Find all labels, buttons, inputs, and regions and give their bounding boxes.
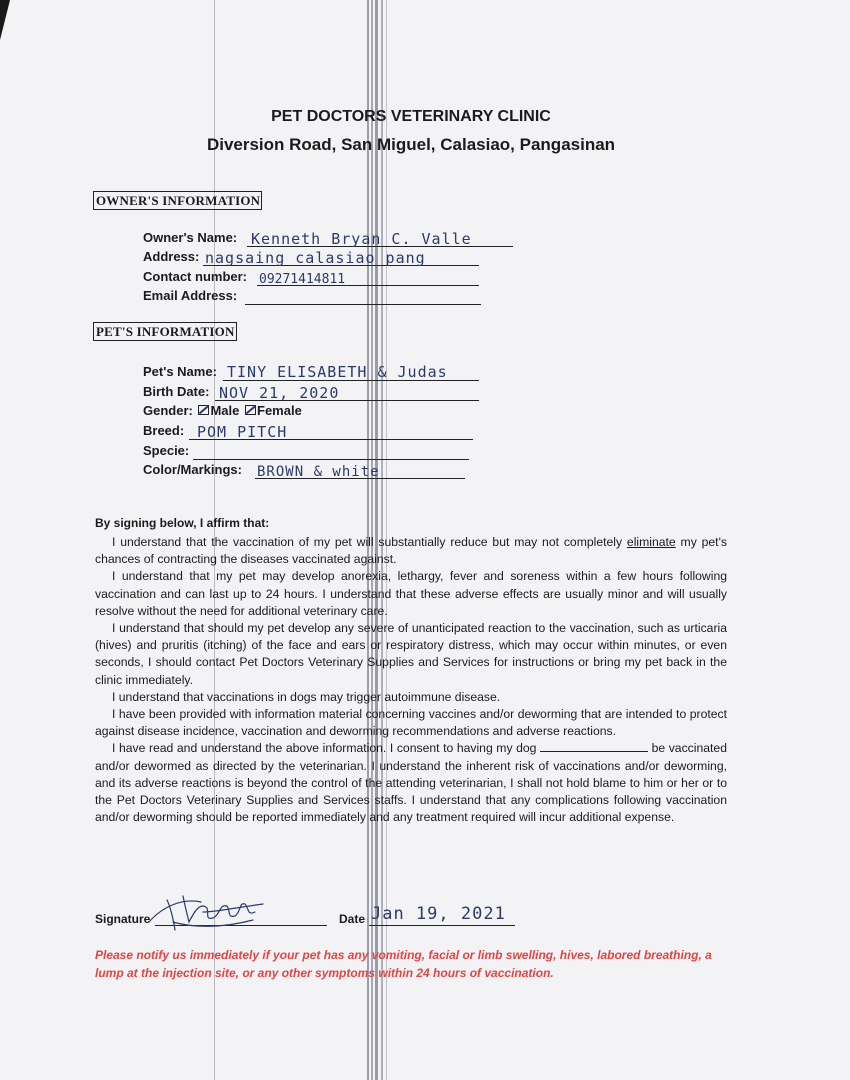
affirmation-paragraph: I understand that vaccinations in dogs may trigger autoimmune disease. [112, 689, 501, 704]
pet-birth-label: Birth Date: [143, 384, 210, 399]
pet-color-label: Color/Markings: [143, 462, 242, 477]
affirmation-paragraph: I have read and understand the above information. I consent to having my dog be vaccinated and/or dewormed as directed by the veterinarian. I understand the inherent risk of vaccinations and/or deworming, and its adverse reactions is beyond the control of the attending veterinarian, I shall not hold blame to him or her or to the Pet Doctors Veterinary Supplies and Services staffs. I understand that any complications following vaccination and/or deworming should be reported immediately and any treatment required will incur additional expense. [95, 741, 727, 825]
date-line [369, 925, 515, 926]
pet-breed-field[interactable]: POM PITCH [197, 423, 288, 441]
vaccination-notice: Please notify us immediately if your pet has any vomiting, facial or limb swelling, hives, labored breathing, a lump at the injection site, or any other symptoms within 24 hours of vaccination. [95, 948, 712, 980]
signature-row [95, 900, 535, 930]
owner-email-label: Email Address: [143, 288, 238, 303]
owner-name-row [143, 230, 523, 248]
female-checkbox[interactable] [245, 405, 256, 415]
affirmation-paragraph: I have been provided with information material concerning vaccines and/or deworming that are intended to protect against disease incidence, vaccination and deworming recommendations and adverse reactions. [95, 707, 727, 739]
male-label: Male [210, 403, 240, 418]
pet-name-row [143, 364, 503, 382]
owner-address-row [143, 249, 523, 267]
owner-contact-row [143, 269, 523, 287]
underlined-word: eliminate [626, 535, 676, 549]
pet-specie-line [193, 459, 469, 460]
pet-color-row [143, 462, 503, 480]
pet-specie-row [143, 443, 503, 461]
pet-gender-row [143, 403, 503, 421]
owner-contact-field[interactable]: 09271414811 [259, 272, 346, 287]
owner-address-field[interactable]: nagsaing calasiao pang [205, 249, 426, 267]
owner-email-row [143, 288, 523, 306]
pet-breed-label: Breed: [143, 423, 185, 438]
pet-birth-row [143, 384, 503, 402]
pet-color-field[interactable]: BROWN & white [257, 464, 380, 480]
pet-birth-field[interactable]: NOV 21, 2020 [219, 384, 340, 402]
scan-corner-shadow [0, 0, 10, 40]
affirmation-text [95, 534, 727, 826]
owner-name-label: Owner's Name: [143, 230, 238, 245]
owner-email-line [245, 304, 481, 305]
dog-name-blank[interactable] [540, 740, 648, 752]
pet-section-heading: PET'S INFORMATION [93, 322, 237, 341]
affirmation-paragraph: I understand that should my pet develop any severe of unanticipated reaction to the vaccination, such as urticaria (hives) and pruritis (itching) of the face and ears or respiratory distress, which may occur within minutes, or even seconds, I should contact Pet Doctors Veterinary Supplies and Services for instructions or bring my pet back in the clinic immediately. [95, 621, 727, 687]
pet-name-label: Pet's Name: [143, 364, 217, 379]
date-label: Date [339, 912, 366, 926]
affirmation-heading: By signing below, I affirm that: [95, 516, 270, 530]
female-label: Female [257, 403, 302, 418]
pet-name-field[interactable]: TINY ELISABETH & Judas [227, 363, 448, 381]
pet-breed-row [143, 423, 503, 441]
owner-section-heading: OWNER'S INFORMATION [93, 191, 262, 210]
signature-drawing[interactable] [143, 888, 273, 934]
male-checkbox[interactable] [198, 405, 209, 415]
owner-name-field[interactable]: Kenneth Bryan C. Valle [251, 230, 472, 248]
owner-contact-label: Contact number: [143, 269, 247, 284]
clinic-address: Diversion Road, San Miguel, Calasiao, Pangasinan [206, 135, 616, 154]
date-field[interactable]: Jan 19, 2021 [371, 904, 506, 924]
affirmation-paragraph: I understand that my pet may develop anorexia, lethargy, fever and soreness within a few hours following vaccination and can last up to 24 hours. I understand that these adverse effects are usually minor and will usually resolve without the need for additional veterinary care. [95, 569, 727, 618]
pet-specie-label: Specie: [143, 443, 190, 458]
affirmation-paragraph: I understand that the vaccination of my pet will substantially reduce but may not completely eliminate my pet's chances of contracting the diseases vaccinated against. [95, 535, 727, 567]
pet-gender-label: Gender: [143, 403, 193, 418]
clinic-name: PET DOCTORS VETERINARY CLINIC [271, 108, 551, 125]
signature-label: Signature [95, 912, 151, 926]
owner-address-label: Address: [143, 249, 200, 264]
